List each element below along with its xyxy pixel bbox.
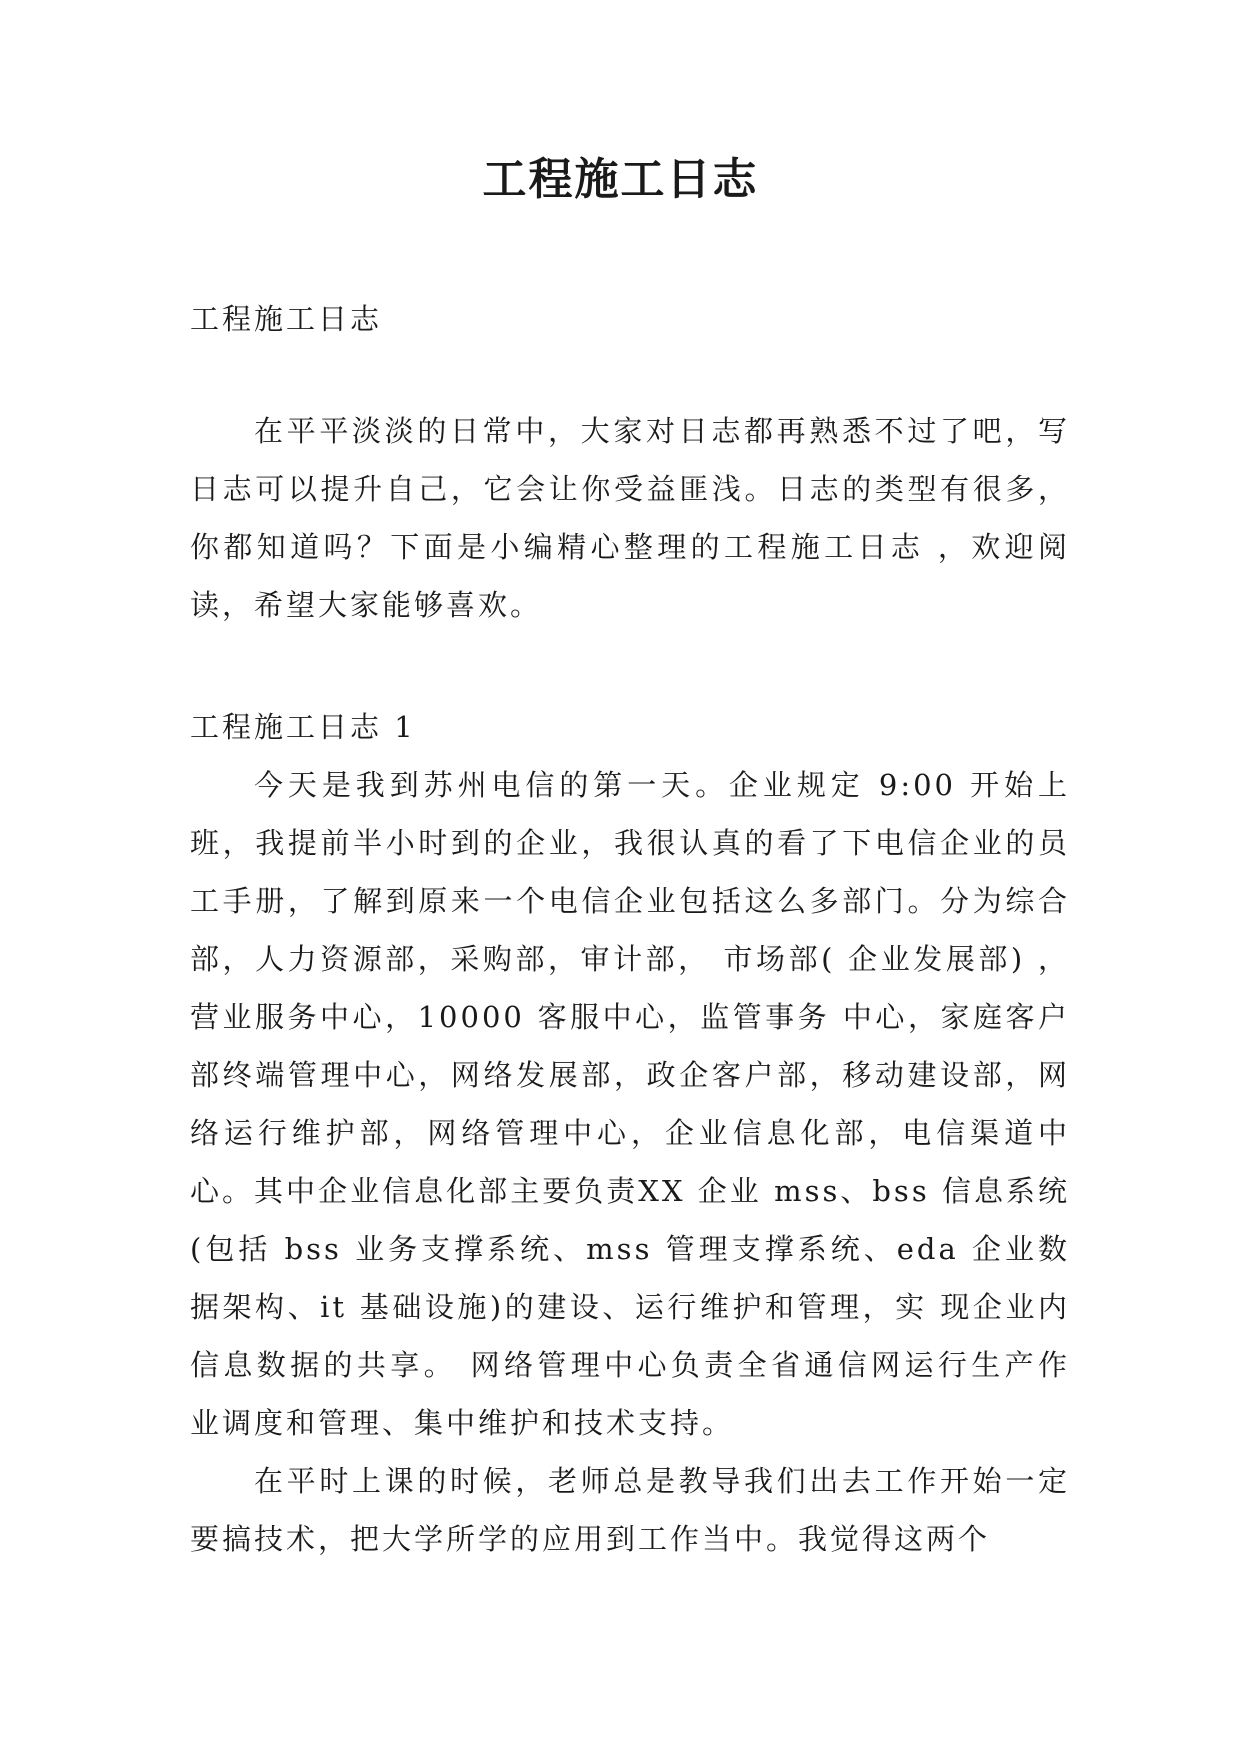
body-paragraph: 今天是我到苏州电信的第一天。企业规定 9:00 开始上班，我提前半小时到的企业，我很认真的看了下电信企业的员工手册，了解到原来一个电信企业包括这么多部门。分为综合部，人力资源部，采购部，审计部， 市场部( 企业发展部) ，营业服务中心，10000 客服中心，监管事务 中心，家庭客户部终端管理中心，网络发展部，政企客户部，移动建设部，网络运行维护部，网络管理中心，企业信息化部，电信渠道中心。其中企业信息化部主要负责XX 企业 mss、bss 信息系统(包括 bss 业务支撑系统、mss 管理支撑系统、eda 企业数据架构、it 基础设施)的建设、运行维护和管理，实 现企业内信息数据的共享。 网络管理中心负责全省通信网运行生产作 业调度和管理、集中维护和技术支持。 — [190, 768, 1070, 1440]
document-title: 工程施工日志 — [482, 154, 759, 205]
body-paragraph: 在平时上课的时候，老师总是教导我们出去工作开始一定要搞技术，把大学所学的应用到工作当中。我觉得这两个 — [190, 1464, 1070, 1556]
document-subtitle: 工程施工日志 — [190, 302, 383, 336]
section-heading: 工程施工日志 1 — [190, 710, 416, 744]
intro-paragraph: 在平平淡淡的日常中，大家对日志都再熟悉不过了吧，写日志可以提升自己，它会让你受益匪浅。日志的类型有很多，你都知道吗？下面是小编精心整理的工程施工日志 ，欢迎阅读，希望大家能够喜欢。 — [190, 414, 1070, 622]
